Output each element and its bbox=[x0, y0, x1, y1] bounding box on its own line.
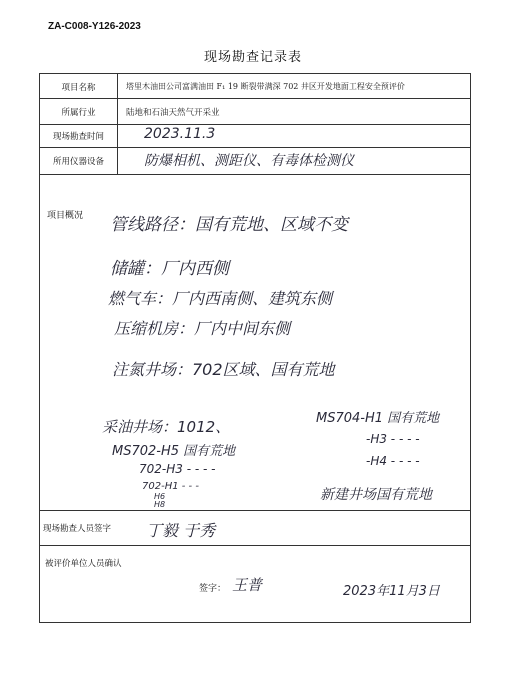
project-name-value: 塔里木油田公司富满油田 F₁ 19 断裂带满深 702 井区开发地面工程安全预评价 bbox=[126, 82, 405, 91]
overview-line: 压缩机房：厂内中间东侧 bbox=[114, 319, 291, 338]
project-name-label: 项目名称 bbox=[61, 83, 96, 93]
instruments-label: 所用仪器设备 bbox=[52, 157, 104, 167]
survey-time-label: 现场勘查时间 bbox=[52, 132, 104, 142]
overview-line: 燃气车：厂内西南侧、建筑东侧 bbox=[108, 289, 333, 308]
industry-label: 所属行业 bbox=[61, 108, 96, 118]
record-table bbox=[39, 73, 471, 623]
instruments-value: 防爆相机、测距仪、有毒体检测仪 bbox=[144, 153, 354, 169]
surveyors-label: 现场勘查人员签字 bbox=[43, 524, 112, 534]
row-divider bbox=[40, 174, 470, 175]
overview-line: 注氮井场：702区域、国有荒地 bbox=[112, 360, 335, 379]
row-divider bbox=[40, 147, 470, 148]
overview-line: 储罐：厂内西侧 bbox=[110, 259, 229, 279]
overview-line: H8 bbox=[154, 500, 166, 509]
overview-line: H6 bbox=[154, 492, 166, 501]
overview-line: -H4 - - - - bbox=[366, 454, 420, 468]
document-code: ZA-C008-Y126-2023 bbox=[48, 21, 141, 32]
overview-line: -H3 - - - - bbox=[366, 432, 420, 446]
row-divider bbox=[40, 510, 470, 511]
overview-line: 管线路径：国有荒地、区域不变 bbox=[110, 215, 348, 235]
overview-label: 项目概况 bbox=[47, 211, 84, 221]
column-divider bbox=[117, 74, 118, 174]
page-title: 现场勘查记录表 bbox=[203, 50, 302, 65]
row-divider bbox=[40, 98, 470, 99]
overview-line: MS704-H1 国有荒地 bbox=[316, 411, 440, 426]
survey-time-value: 2023.11.3 bbox=[144, 126, 216, 142]
confirmation-label: 被评价单位人员确认 bbox=[45, 559, 122, 569]
overview-line: 702-H3 - - - - bbox=[139, 462, 216, 476]
overview-line: 新建井场国有荒地 bbox=[320, 487, 432, 503]
row-divider bbox=[40, 545, 470, 546]
sign-label: 签字： bbox=[199, 584, 227, 594]
surveyor-signatures: 丁毅 于秀 bbox=[146, 521, 216, 540]
confirmation-signature: 王普 bbox=[232, 576, 263, 594]
confirmation-date: 2023年11月3日 bbox=[343, 584, 440, 599]
industry-value: 陆地和石油天然气开采业 bbox=[126, 108, 220, 118]
overview-line: MS702-H5 国有荒地 bbox=[112, 444, 236, 459]
overview-line: 采油井场：1012、 bbox=[102, 418, 231, 436]
overview-line: 702-H1 - - - bbox=[142, 481, 199, 492]
row-divider bbox=[40, 124, 470, 125]
